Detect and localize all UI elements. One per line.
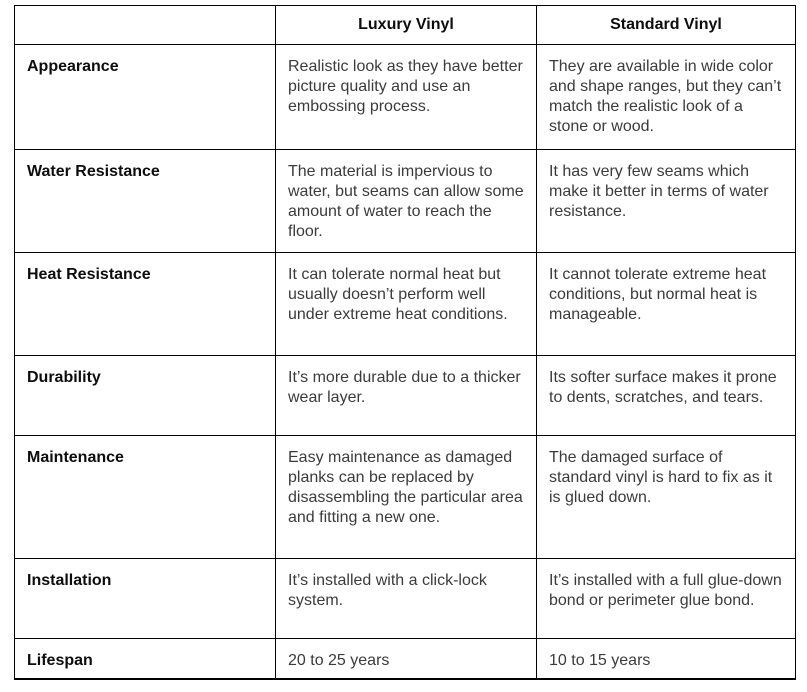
installation-luxury-cell: It’s installed with a click-lock system.	[276, 559, 537, 639]
table-row-lifespan	[15, 639, 796, 680]
table-row-appearance	[15, 45, 796, 150]
maintenance-luxury-cell: Easy maintenance as damaged planks can be replaced by disassembling the particular area and fitting a new one.	[276, 436, 537, 559]
heat-resistance-standard-cell: It cannot tolerate extreme heat conditions, but normal heat is manageable.	[537, 253, 796, 356]
vinyl-comparison-table	[14, 5, 796, 680]
header-cell-standard-vinyl: Standard Vinyl	[537, 6, 796, 45]
water-resistance-luxury-cell: The material is impervious to water, but seams can allow some amount of water to reach the floor.	[276, 150, 537, 253]
table-row-maintenance	[15, 436, 796, 559]
header-row	[15, 6, 796, 45]
row-label-water-resistance: Water Resistance	[15, 150, 276, 253]
row-label-appearance: Appearance	[15, 45, 276, 150]
water-resistance-standard-cell: It has very few seams which make it better in terms of water resistance.	[537, 150, 796, 253]
row-label-durability: Durability	[15, 356, 276, 436]
table-row-installation	[15, 559, 796, 639]
durability-luxury-cell: It’s more durable due to a thicker wear layer.	[276, 356, 537, 436]
table-row-durability	[15, 356, 796, 436]
lifespan-luxury-cell: 20 to 25 years	[276, 639, 537, 680]
durability-standard-cell: Its softer surface makes it prone to dents, scratches, and tears.	[537, 356, 796, 436]
table-row-heat-resistance	[15, 253, 796, 356]
appearance-standard-cell: They are available in wide color and shape ranges, but they can’t match the realistic look of a stone or wood.	[537, 45, 796, 150]
maintenance-standard-cell: The damaged surface of standard vinyl is hard to fix as it is glued down.	[537, 436, 796, 559]
installation-standard-cell: It’s installed with a full glue-down bond or perimeter glue bond.	[537, 559, 796, 639]
row-label-installation: Installation	[15, 559, 276, 639]
row-label-lifespan: Lifespan	[15, 639, 276, 680]
row-label-heat-resistance: Heat Resistance	[15, 253, 276, 356]
row-label-maintenance: Maintenance	[15, 436, 276, 559]
heat-resistance-luxury-cell: It can tolerate normal heat but usually doesn’t perform well under extreme heat conditions.	[276, 253, 537, 356]
header-cell-luxury-vinyl: Luxury Vinyl	[276, 6, 537, 45]
lifespan-standard-cell: 10 to 15 years	[537, 639, 796, 680]
header-cell-attribute	[15, 6, 276, 45]
table-row-water-resistance	[15, 150, 796, 253]
appearance-luxury-cell: Realistic look as they have better picture quality and use an embossing process.	[276, 45, 537, 150]
